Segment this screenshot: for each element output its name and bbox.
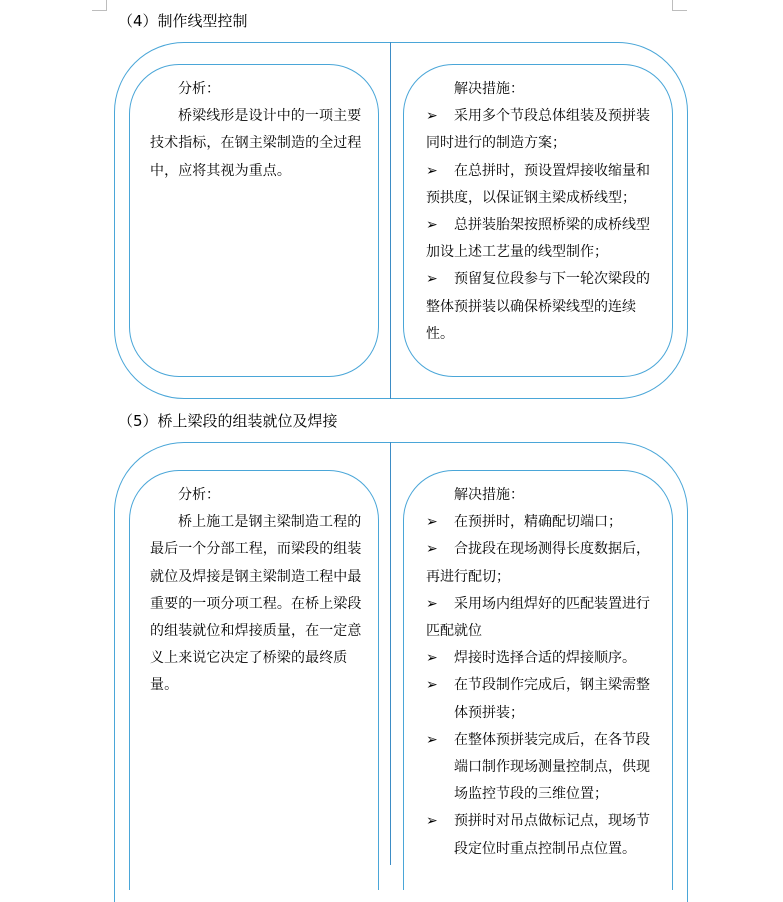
section-4-divider	[390, 42, 391, 399]
analysis-text: 桥梁线形是设计中的一项主要技术指标，在钢主梁制造的全过程中，应将其视为重点。	[150, 108, 362, 179]
section-5-analysis	[150, 482, 364, 700]
arrow-bullet-icon: ➢	[426, 514, 438, 531]
page-corner-mark-right	[672, 0, 687, 11]
list-item: ➢ 焊接时选择合适的焊接顺序。	[426, 645, 656, 672]
arrow-bullet-icon: ➢	[426, 650, 438, 667]
arrow-bullet-icon: ➢	[426, 271, 438, 288]
section-4-heading: （4）制作线型控制	[118, 12, 248, 30]
analysis-text: 桥上施工是钢主梁制造工程的最后一个分部工程，而梁段的组装就位及焊接是钢主梁制造工程中最重要的一项分项工程。在桥上梁段的组装就位和焊接质量，在一定意义上来说它决定了桥梁的最终质量。	[150, 514, 362, 694]
list-item: ➢ 采用场内组焊好的匹配装置进行匹配就位	[426, 591, 656, 645]
arrow-bullet-icon: ➢	[426, 217, 438, 234]
arrow-bullet-icon: ➢	[426, 162, 438, 179]
list-item: ➢ 合拢段在现场测得长度数据后，再进行配切；	[426, 536, 656, 590]
list-item: ➢ 预拼时对吊点做标记点，现场节段定位时重点控制吊点位置。	[426, 808, 656, 862]
list-item: ➢ 总拼装胎架按照桥梁的成桥线型加设上述工艺量的线型制作；	[426, 212, 656, 266]
arrow-bullet-icon: ➢	[426, 731, 438, 748]
list-item: ➢ 在预拼时，精确配切端口；	[426, 509, 656, 536]
list-item: ➢ 采用多个节段总体组装及预拼装同时进行的制造方案；	[426, 103, 656, 157]
section-5-divider	[390, 442, 391, 865]
arrow-bullet-icon: ➢	[426, 595, 438, 612]
arrow-bullet-icon: ➢	[426, 677, 438, 694]
arrow-bullet-icon: ➢	[426, 813, 438, 830]
section-5-solutions	[426, 482, 656, 863]
arrow-bullet-icon: ➢	[426, 541, 438, 558]
list-item: ➢ 在整体预拼装完成后，在各节段端口制作现场测量控制点，供现场监控节段的三维位置；	[426, 727, 656, 809]
solutions-label: 解决措施：	[454, 81, 524, 97]
section-5-heading: （5）桥上梁段的组装就位及焊接	[118, 412, 338, 430]
solutions-label: 解决措施：	[454, 487, 524, 503]
analysis-label: 分析：	[178, 487, 220, 503]
arrow-bullet-icon: ➢	[426, 108, 438, 125]
section-4-analysis	[150, 76, 364, 185]
section-4-solutions	[426, 76, 656, 348]
list-item: ➢ 在节段制作完成后，钢主梁需整体预拼装；	[426, 672, 656, 726]
page-corner-mark-left	[92, 0, 107, 11]
list-item: ➢ 在总拼时，预设置焊接收缩量和预拱度，以保证钢主梁成桥线型；	[426, 158, 656, 212]
analysis-label: 分析：	[178, 81, 220, 97]
list-item: ➢ 预留复位段参与下一轮次梁段的整体预拼装以确保桥梁线型的连续性。	[426, 266, 656, 348]
